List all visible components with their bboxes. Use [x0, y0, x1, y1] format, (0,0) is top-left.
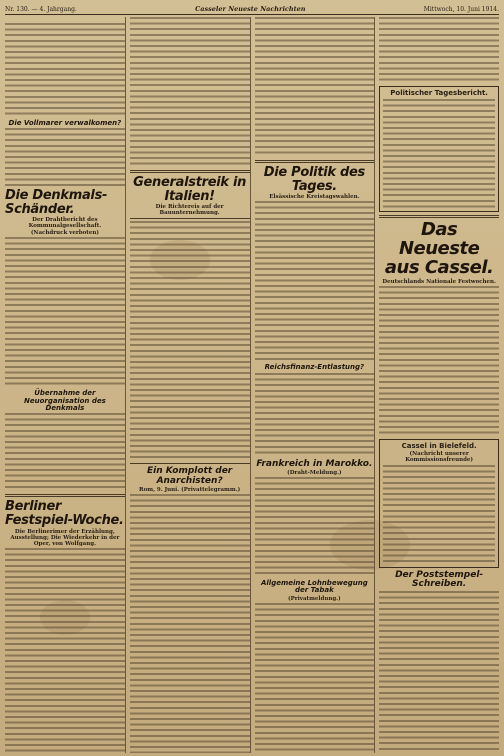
headline-oblt: Die Vollmarer verwalkomen?	[8, 118, 122, 127]
headline-reichstag: Allgemeine Lohnbewegung der Tabak	[260, 579, 368, 595]
tagesbericht-box	[379, 86, 499, 212]
subheadline-frankreich: (Draht-Meldung.)	[287, 470, 342, 477]
tagesbericht-title: Politischer Tagesbericht.	[390, 89, 488, 97]
masthead-date: Mittwoch, 10. Juni 1914.	[423, 6, 499, 13]
headline-frankreich: Frankreich in Marokko.	[256, 458, 373, 469]
subheadline-generalstreik: Die Richtereis auf der Bauunternehmung.	[155, 204, 224, 217]
headline-politik: Die Politik des Tages.	[263, 165, 365, 194]
masthead-issue: Nr. 130. — 4. Jahrgang.	[5, 6, 77, 13]
subheadline-denkmal-note: (Nachdruck verboten)	[30, 230, 99, 237]
bielefeld-box	[379, 439, 499, 568]
headline-generalstreik: Generalstreik in Italien!	[133, 175, 247, 204]
subheadline-reichstag: (Privatmeldung.)	[288, 595, 341, 602]
headline-neueste: Das Neueste aus Cassel.	[384, 219, 494, 278]
column-3	[255, 17, 376, 753]
column-2	[130, 17, 251, 753]
headline-reichsfinanz: Reichsfinanz-Entlastung?	[264, 363, 365, 372]
text-block	[5, 23, 125, 117]
headline-poststempel: Der Poststempel-Schreiben.	[395, 569, 484, 590]
headline-komplott: Ein Komplott der Anarchisten?	[147, 466, 233, 486]
subheadline-berliner: Die Berlinerimer der Erzählung, Ausstellung; Die Wiederkehr in der Oper, von Wolfgang.	[10, 528, 120, 547]
bielefeld-sub: (Nachricht unserer Kommissionsfreunde)	[405, 450, 474, 463]
column-4	[379, 17, 499, 753]
subheadline-neueste: Deutschlands Nationale Festwochen.	[382, 278, 496, 285]
subheadline-komplott: Rom, 9. Juni. (Privattelegramm.)	[139, 487, 241, 494]
column-1	[5, 17, 126, 753]
columns	[5, 17, 499, 753]
subheadline-denkmal: Der Drahtbericht des Kommunalgesellschaft.	[28, 217, 102, 230]
headline-denkmal: Die Denkmals-Schänder.	[5, 187, 108, 217]
masthead-title: Casseler Neueste Nachrichten	[195, 5, 306, 13]
bielefeld-title: Cassel in Bielefeld.	[401, 441, 477, 450]
subheadline-politik: Elsässische Kreistagswahlen.	[269, 194, 360, 201]
headline-berliner: Berliner Festspiel-Woche.	[5, 499, 124, 528]
headline-verwaltung: Übernahme der Neuorganisation des Denkmals	[23, 389, 106, 412]
masthead	[5, 3, 499, 15]
